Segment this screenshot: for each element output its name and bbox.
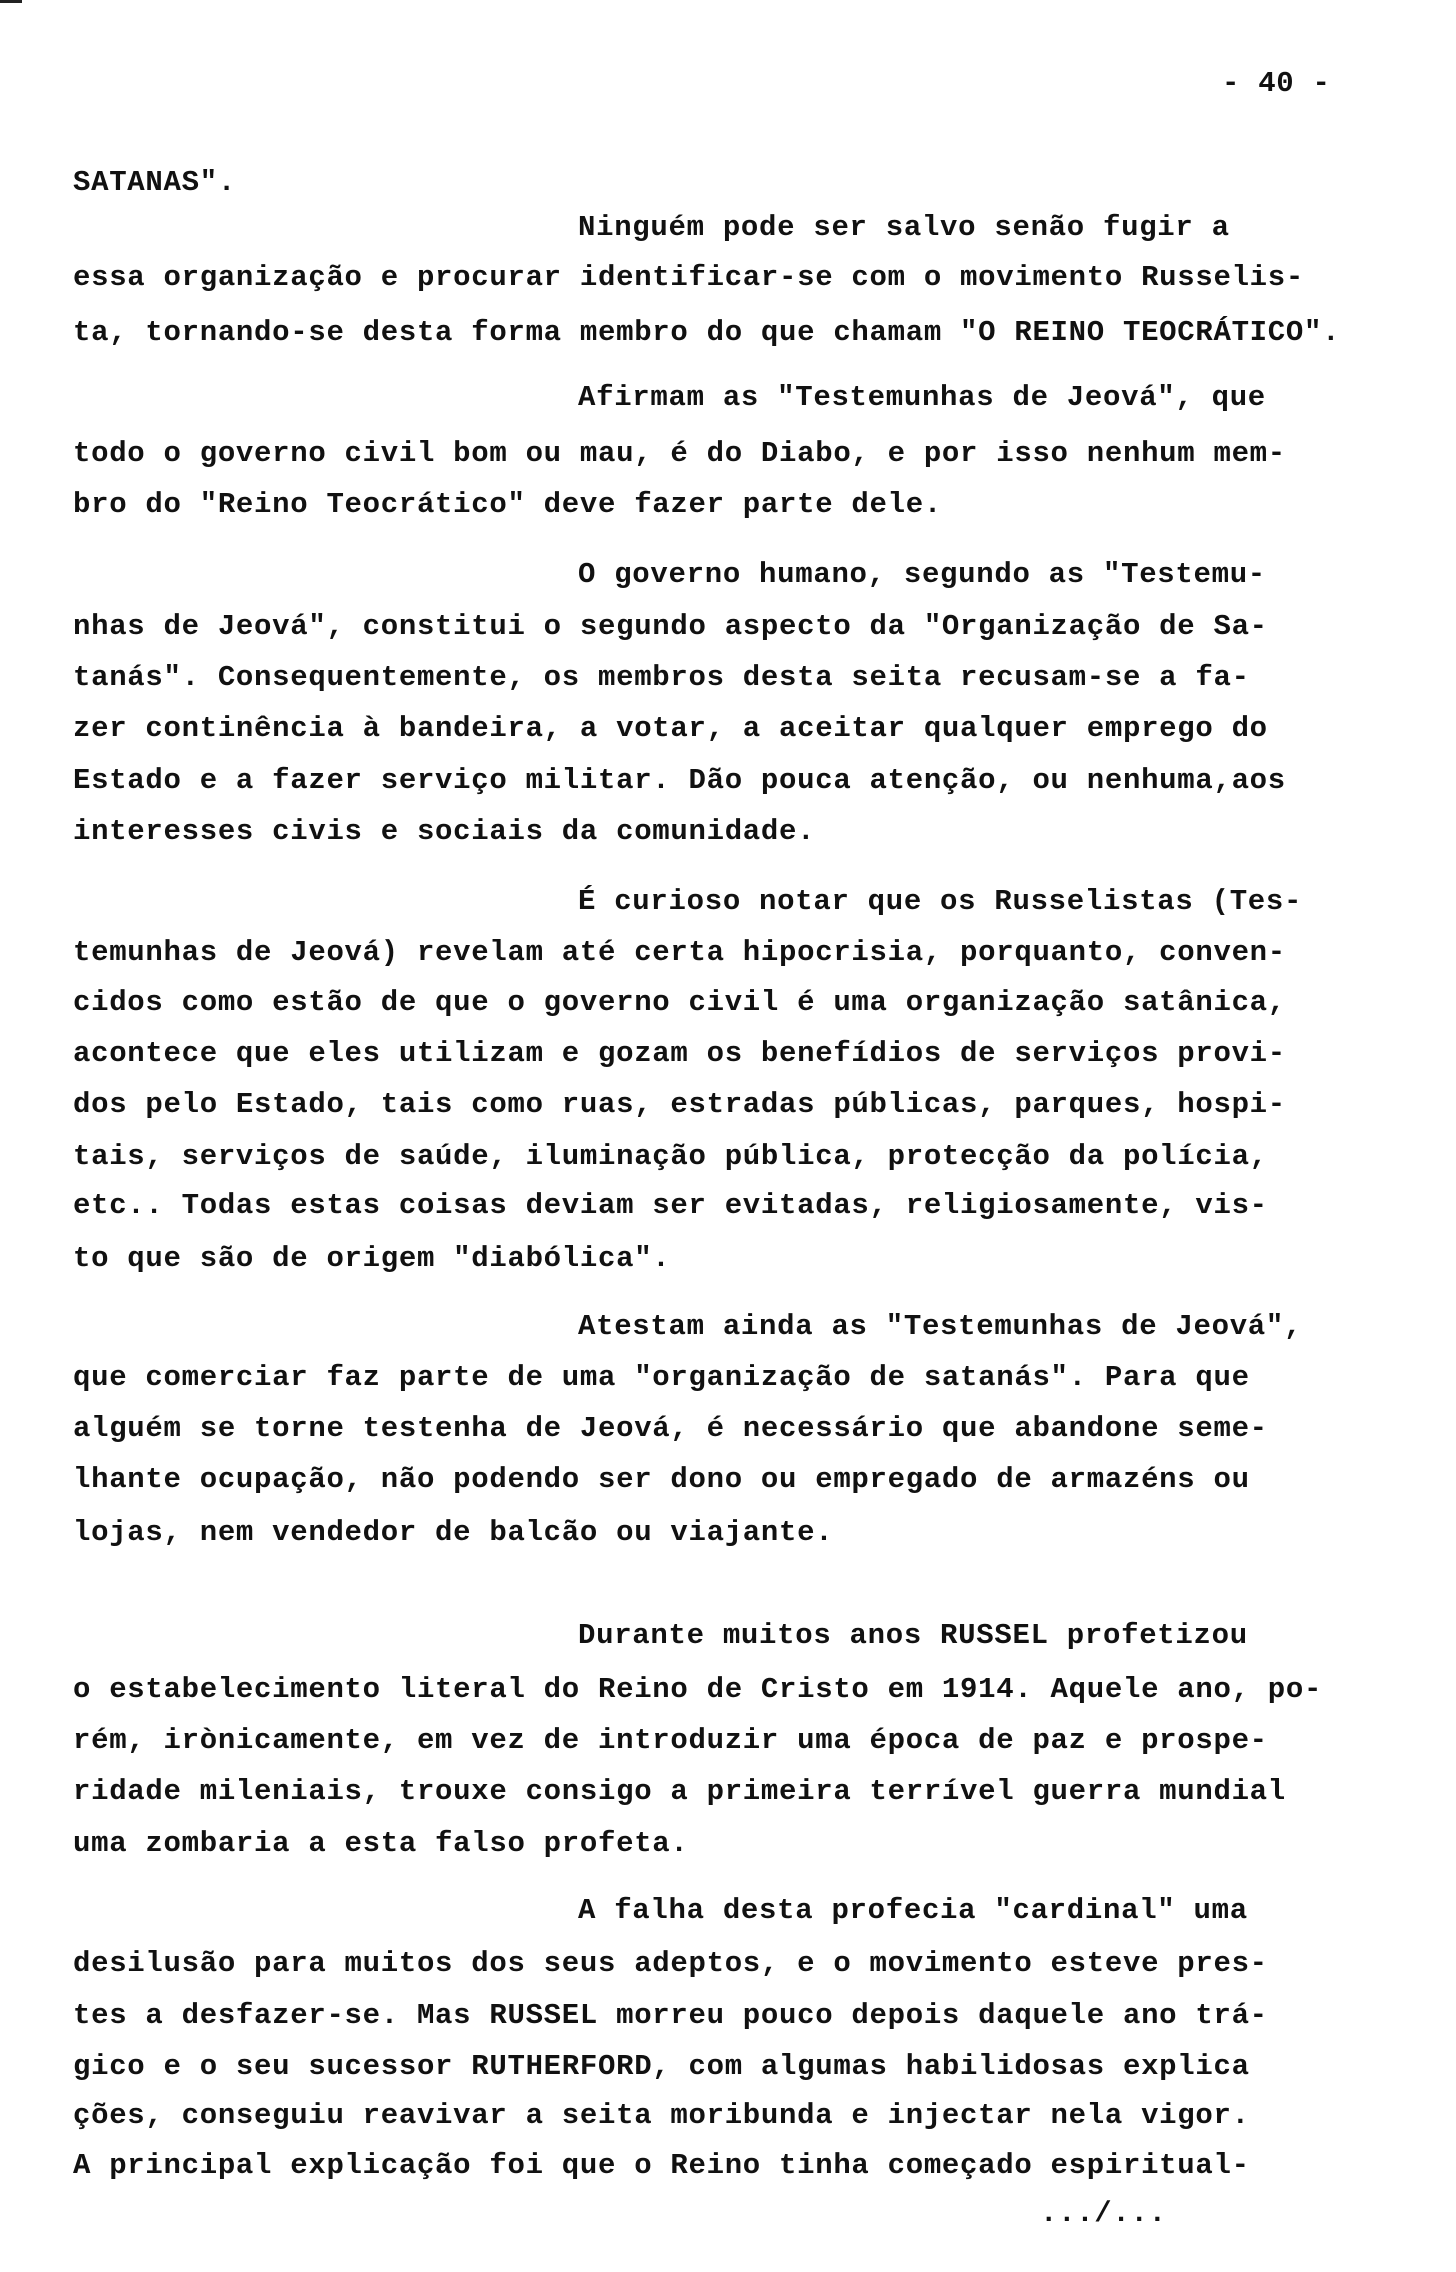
- text-line: lojas, nem vendedor de balcão ou viajante.: [73, 1516, 834, 1549]
- text-line: cidos como estão de que o governo civil é uma organização satânica,: [73, 986, 1286, 1019]
- text-line: zer continência à bandeira, a votar, a aceitar qualquer emprego do: [73, 712, 1268, 745]
- text-line: gico e o seu sucessor RUTHERFORD, com algumas habilidosas explica: [73, 2050, 1250, 2083]
- text-line: tes a desfazer-se. Mas RUSSEL morreu pouco depois daquele ano trá-: [73, 1999, 1268, 2032]
- text-line: A principal explicação foi que o Reino tinha começado espiritual-: [73, 2149, 1250, 2182]
- text-line: ções, conseguiu reavivar a seita moribunda e injectar nela vigor.: [73, 2099, 1250, 2132]
- text-line: SATANAS".: [73, 166, 236, 199]
- text-line: acontece que eles utilizam e gozam os benefídios de serviços provi-: [73, 1037, 1286, 1070]
- text-line: tanás". Consequentemente, os membros desta seita recusam-se a fa-: [73, 661, 1250, 694]
- text-line: essa organização e procurar identificar-se com o movimento Russelis-: [73, 261, 1304, 294]
- continuation-mark: .../...: [1040, 2197, 1167, 2230]
- text-line: alguém se torne testenha de Jeová, é necessário que abandone seme-: [73, 1412, 1268, 1445]
- text-line: interesses civis e sociais da comunidade.: [73, 815, 816, 848]
- text-line: É curioso notar que os Russelistas (Tes-: [578, 885, 1303, 918]
- text-line: to que são de origem "diabólica".: [73, 1242, 671, 1275]
- text-line: rém, irònicamente, em vez de introduzir uma época de paz e prospe-: [73, 1724, 1268, 1757]
- text-line: etc.. Todas estas coisas deviam ser evitadas, religiosamente, vis-: [73, 1189, 1268, 1222]
- text-line: que comerciar faz parte de uma "organização de satanás". Para que: [73, 1361, 1250, 1394]
- text-line: O governo humano, segundo as "Testemu-: [578, 558, 1266, 591]
- text-line: Estado e a fazer serviço militar. Dão pouca atenção, ou nenhuma,aos: [73, 764, 1286, 797]
- text-line: desilusão para muitos dos seus adeptos, e o movimento esteve pres-: [73, 1947, 1268, 1980]
- text-line: Ninguém pode ser salvo senão fugir a: [578, 211, 1230, 244]
- text-line: nhas de Jeová", constitui o segundo aspecto da "Organização de Sa-: [73, 610, 1268, 643]
- text-line: lhante ocupação, não podendo ser dono ou empregado de armazéns ou: [73, 1463, 1250, 1496]
- text-line: uma zombaria a esta falso profeta.: [73, 1827, 689, 1860]
- text-line: Atestam ainda as "Testemunhas de Jeová",: [578, 1310, 1303, 1343]
- text-line: Durante muitos anos RUSSEL profetizou: [578, 1619, 1248, 1652]
- text-line: o estabelecimento literal do Reino de Cristo em 1914. Aquele ano, po-: [73, 1673, 1323, 1706]
- text-line: temunhas de Jeová) revelam até certa hipocrisia, porquanto, conven-: [73, 936, 1286, 969]
- text-line: ridade mileniais, trouxe consigo a primeira terrível guerra mundial: [73, 1775, 1286, 1808]
- text-line: dos pelo Estado, tais como ruas, estradas públicas, parques, hospi-: [73, 1088, 1286, 1121]
- text-line: Afirmam as "Testemunhas de Jeová", que: [578, 381, 1266, 414]
- text-line: A falha desta profecia "cardinal" uma: [578, 1894, 1248, 1927]
- scan-mark: [0, 0, 22, 3]
- page-number: - 40 -: [1222, 67, 1331, 100]
- text-line: todo o governo civil bom ou mau, é do Diabo, e por isso nenhum mem-: [73, 437, 1286, 470]
- text-line: bro do "Reino Teocrático" deve fazer parte dele.: [73, 488, 942, 521]
- text-line: tais, serviços de saúde, iluminação pública, protecção da polícia,: [73, 1140, 1268, 1173]
- text-line: ta, tornando-se desta forma membro do que chamam "O REINO TEOCRÁTICO".: [73, 316, 1341, 349]
